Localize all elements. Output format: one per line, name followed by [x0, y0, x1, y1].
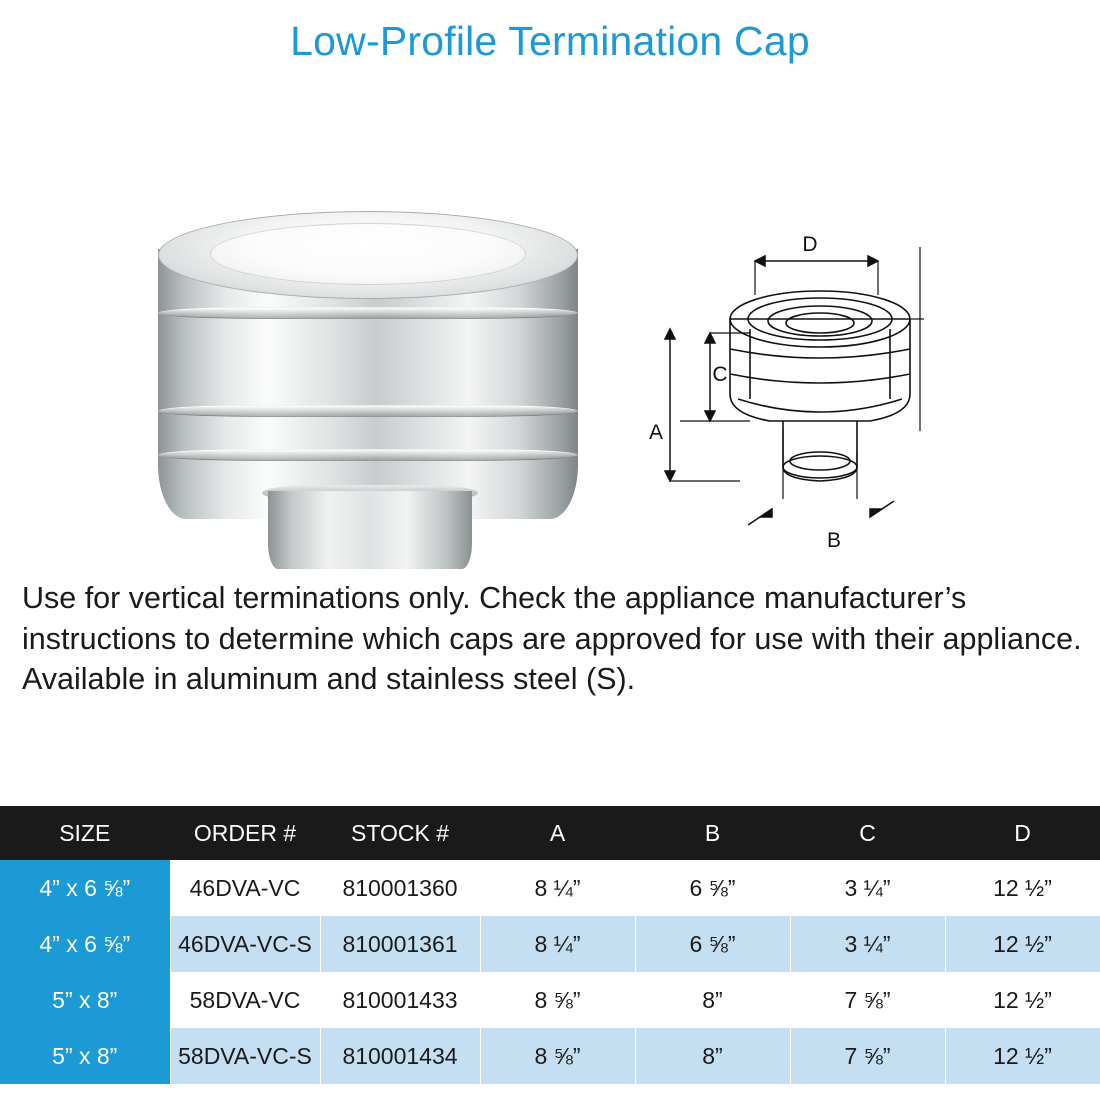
page-title: Low-Profile Termination Cap: [290, 18, 810, 64]
cell-order: 46DVA-VC: [170, 860, 320, 916]
dimension-diagram: [620, 199, 1060, 579]
spec-table: [0, 806, 1100, 1084]
cell-b: 6 ⅝”: [635, 916, 790, 972]
cell-b: 8”: [635, 1028, 790, 1084]
description-text: Use for vertical terminations only. Check the appliance manufacturer’s instructions to determine which caps are approved for use with their appliance. Available in aluminum and stainless steel (S).: [22, 581, 1082, 697]
table-header-row: [0, 806, 1100, 860]
table-row: [0, 972, 1100, 1028]
figure-area: [0, 69, 1100, 552]
cell-a: 8 ¼”: [480, 860, 635, 916]
cell-c: 3 ¼”: [790, 860, 945, 916]
cell-d: 12 ½”: [945, 860, 1100, 916]
cell-size: 5” x 8”: [0, 972, 170, 1028]
table-row: [0, 916, 1100, 972]
col-header-a: A: [480, 806, 635, 860]
cell-d: 12 ½”: [945, 972, 1100, 1028]
label-c: C: [712, 363, 728, 386]
cell-stock: 810001433: [320, 972, 480, 1028]
cell-d: 12 ½”: [945, 1028, 1100, 1084]
cell-b: 6 ⅝”: [635, 860, 790, 916]
product-photo: [140, 199, 600, 579]
cell-size: 4” x 6 ⅝”: [0, 916, 170, 972]
cap-ring-middle: [158, 405, 578, 417]
cell-c: 3 ¼”: [790, 916, 945, 972]
cell-order: 58DVA-VC-S: [170, 1028, 320, 1084]
cell-order: 46DVA-VC-S: [170, 916, 320, 972]
cell-a: 8 ⅝”: [480, 972, 635, 1028]
label-b: B: [826, 529, 842, 552]
cell-a: 8 ¼”: [480, 916, 635, 972]
cell-d: 12 ½”: [945, 916, 1100, 972]
cell-stock: 810001361: [320, 916, 480, 972]
col-header-d: D: [945, 806, 1100, 860]
cell-b: 8”: [635, 972, 790, 1028]
table-row: [0, 1028, 1100, 1084]
specification-table: [0, 806, 1100, 1084]
col-header-order: ORDER #: [170, 806, 320, 860]
col-header-c: C: [790, 806, 945, 860]
table-row: [0, 860, 1100, 916]
cap-ring-upper: [158, 307, 578, 319]
cell-a: 8 ⅝”: [480, 1028, 635, 1084]
cell-size: 5” x 8”: [0, 1028, 170, 1084]
cell-order: 58DVA-VC: [170, 972, 320, 1028]
cell-stock: 810001434: [320, 1028, 480, 1084]
col-header-size: SIZE: [0, 806, 170, 860]
label-d: D: [802, 233, 818, 256]
col-header-b: B: [635, 806, 790, 860]
cell-stock: 810001360: [320, 860, 480, 916]
cap-ring-lower: [158, 449, 578, 461]
cap-collar-shape: [268, 491, 472, 569]
col-header-stock: STOCK #: [320, 806, 480, 860]
label-a: A: [648, 421, 664, 444]
cap-top-inner-shape: [210, 223, 526, 285]
cell-c: 7 ⅝”: [790, 972, 945, 1028]
cell-size: 4” x 6 ⅝”: [0, 860, 170, 916]
cell-c: 7 ⅝”: [790, 1028, 945, 1084]
